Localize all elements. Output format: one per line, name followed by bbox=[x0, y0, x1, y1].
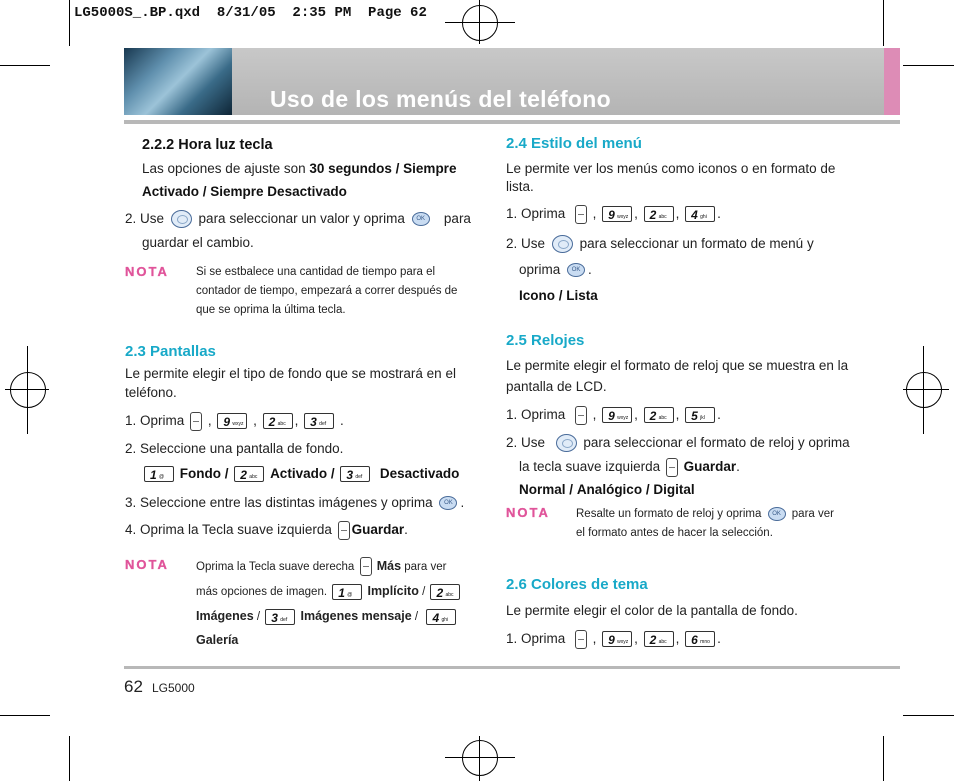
ok-key-icon: OK bbox=[768, 507, 786, 521]
divider bbox=[124, 666, 900, 669]
navigation-key-icon bbox=[171, 210, 192, 228]
registration-mark bbox=[906, 372, 942, 408]
divider bbox=[124, 120, 900, 124]
paragraph: lista. bbox=[506, 179, 534, 194]
step: 1. Oprima , 9 wxyz , 2 abc , 6 mno . bbox=[506, 631, 721, 648]
step: 2. Use para seleccionar el formato de reloj y oprima bbox=[506, 433, 850, 452]
step: 4. Oprima la Tecla suave izquierda Guardar. bbox=[125, 520, 408, 540]
key-6-icon: 6 mno bbox=[685, 631, 715, 647]
note-text: más opciones de imagen. 1 @ Implícito / 2 abc bbox=[196, 582, 462, 602]
paragraph: Le permite ver los menús como iconos o en formato de bbox=[506, 161, 836, 176]
registration-mark bbox=[479, 736, 480, 781]
model-name: LG5000 bbox=[152, 681, 195, 695]
crop-mark bbox=[69, 0, 70, 46]
key-2-icon: 2 abc bbox=[430, 584, 460, 600]
key-2-icon: 2 abc bbox=[644, 407, 674, 423]
step: 1. Oprima , 9 wxyz , 2 abc , 5 jkl . bbox=[506, 407, 721, 424]
options-line: Icono / Lista bbox=[519, 288, 598, 303]
key-5-icon: 5 jkl bbox=[685, 407, 715, 423]
key-2-icon: 2 abc bbox=[644, 206, 674, 222]
step: 1. Oprima , 9 wxyz , 2 abc , 4 ghi . bbox=[506, 206, 721, 223]
key-2-icon: 2 abc bbox=[644, 631, 674, 647]
note-text: el formato antes de hacer la selección. bbox=[576, 527, 773, 539]
key-4-icon: 4 ghi bbox=[685, 206, 715, 222]
key-9-icon: 9 wxyz bbox=[602, 206, 632, 222]
ok-key-icon: OK bbox=[567, 263, 585, 277]
crop-mark bbox=[883, 736, 884, 781]
crop-mark bbox=[69, 736, 70, 781]
key-9-icon: 9 wxyz bbox=[217, 413, 247, 429]
paragraph: Las opciones de ajuste son 30 segundos / Siempre bbox=[142, 161, 457, 176]
soft-key-icon bbox=[575, 205, 587, 224]
heading-2-2-2: 2.2.2 Hora luz tecla bbox=[142, 137, 273, 153]
soft-key-icon bbox=[190, 412, 202, 431]
paragraph: Le permite elegir el formato de reloj que se muestra en la bbox=[506, 358, 849, 373]
options-line: 1 @ Fondo / 2 abc Activado / 3 def Desactivado bbox=[142, 464, 459, 483]
paragraph: Le permite elegir el color de la pantalla de fondo. bbox=[506, 603, 798, 618]
print-slug: LG5000S_.BP.qxd 8/31/05 2:35 PM Page 62 bbox=[74, 5, 427, 21]
nota-label: NOTA bbox=[125, 557, 169, 572]
ok-key-icon: OK bbox=[439, 496, 457, 510]
note-text: Imágenes / 3 def Imágenes mensaje / 4 ghi bbox=[196, 607, 458, 627]
step: oprima OK . bbox=[519, 262, 592, 277]
soft-key-icon bbox=[666, 458, 678, 477]
registration-mark bbox=[27, 346, 28, 434]
paragraph: Activado / Siempre Desactivado bbox=[142, 184, 347, 199]
crop-mark bbox=[903, 715, 954, 716]
registration-mark bbox=[923, 346, 924, 434]
key-9-icon: 9 wxyz bbox=[602, 407, 632, 423]
registration-mark bbox=[445, 22, 515, 23]
registration-mark bbox=[479, 0, 480, 44]
soft-key-icon bbox=[338, 521, 350, 540]
note-text: contador de tiempo, empezará a correr después de bbox=[196, 285, 458, 297]
key-1-icon: 1 @ bbox=[332, 584, 362, 600]
crop-mark bbox=[903, 65, 954, 66]
key-3-icon: 3 def bbox=[340, 466, 370, 482]
navigation-key-icon bbox=[552, 235, 573, 253]
page-title: Uso de los menús del teléfono bbox=[270, 86, 611, 112]
note-text: Galería bbox=[196, 633, 239, 647]
crop-mark bbox=[883, 0, 884, 46]
registration-mark bbox=[445, 757, 515, 758]
key-4-icon: 4 ghi bbox=[426, 609, 456, 625]
key-3-icon: 3 def bbox=[304, 413, 334, 429]
registration-mark bbox=[903, 389, 949, 390]
paragraph: pantalla de LCD. bbox=[506, 379, 607, 394]
registration-mark bbox=[10, 372, 46, 408]
key-3-icon: 3 def bbox=[265, 609, 295, 625]
step: 1. Oprima , 9 wxyz , 2 abc , 3 def . bbox=[125, 413, 344, 430]
key-9-icon: 9 wxyz bbox=[602, 631, 632, 647]
key-1-icon: 1 @ bbox=[144, 466, 174, 482]
step: guardar el cambio. bbox=[142, 235, 254, 250]
crop-mark bbox=[0, 65, 50, 66]
registration-mark bbox=[462, 740, 498, 776]
step: 2. Seleccione una pantalla de fondo. bbox=[125, 441, 344, 456]
step: 2. Use para seleccionar un formato de menú y bbox=[506, 234, 814, 253]
heading-2-5: 2.5 Relojes bbox=[506, 332, 585, 349]
note-text: Resalte un formato de reloj y oprima OK para ver bbox=[576, 508, 834, 520]
ok-key-icon: OK bbox=[412, 212, 430, 226]
paragraph: Le permite elegir el tipo de fondo que se mostrará en el bbox=[125, 366, 456, 381]
heading-2-4: 2.4 Estilo del menú bbox=[506, 135, 642, 152]
section-tab bbox=[884, 48, 900, 115]
navigation-key-icon bbox=[556, 434, 577, 452]
heading-2-6: 2.6 Colores de tema bbox=[506, 576, 648, 593]
note-text: Oprima la Tecla suave derecha Más para ver bbox=[196, 557, 446, 577]
heading-2-3: 2.3 Pantallas bbox=[125, 343, 216, 360]
soft-key-icon bbox=[575, 630, 587, 649]
step: 3. Seleccione entre las distintas imágenes y oprima OK . bbox=[125, 495, 465, 510]
soft-key-icon bbox=[575, 406, 587, 425]
nota-label: NOTA bbox=[125, 264, 169, 279]
crop-mark bbox=[0, 715, 50, 716]
soft-key-icon bbox=[360, 557, 372, 576]
page-number: 62 bbox=[124, 677, 143, 696]
key-2-icon: 2 abc bbox=[263, 413, 293, 429]
note-text: que se oprima la última tecla. bbox=[196, 304, 346, 316]
nota-label: NOTA bbox=[506, 505, 550, 520]
paragraph: teléfono. bbox=[125, 385, 177, 400]
step: 2. Use para seleccionar un valor y oprima OK para bbox=[125, 209, 471, 228]
banner-photo bbox=[124, 48, 232, 115]
options-line: Normal / Analógico / Digital bbox=[519, 482, 695, 497]
note-text: Si se estbalece una cantidad de tiempo para el bbox=[196, 266, 436, 278]
registration-mark bbox=[462, 5, 498, 41]
key-2-icon: 2 abc bbox=[234, 466, 264, 482]
step: la tecla suave izquierda Guardar. bbox=[519, 457, 740, 477]
